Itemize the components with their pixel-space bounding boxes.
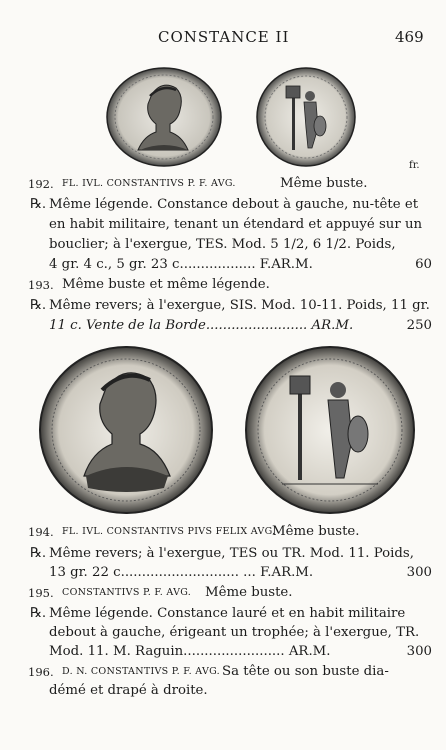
reverse-text: Même légende. Constance debout à gauche, nu-tête et [49, 197, 419, 212]
reverse-text: 4 gr. 4 c., 5 gr. 23 c.................. F.AR.M. [49, 257, 313, 272]
entry-192-reverse-line [0, 256, 446, 274]
reverse-symbol: ℞. [30, 298, 47, 313]
entry-inscription: CONSTANTIVS P. F. AVG. [62, 587, 192, 598]
page-number: 469 [395, 28, 424, 46]
entry-195-heading [0, 584, 446, 602]
reverse-symbol: ℞. [30, 606, 47, 621]
entry-price: 250 [406, 318, 432, 333]
currency-unit-label: fr. [409, 160, 420, 171]
entry-194-reverse-line [0, 545, 446, 563]
entry-description: Même buste. [205, 585, 293, 600]
coin-reverse-small [254, 66, 358, 168]
entry-195-reverse-line [0, 605, 446, 623]
reverse-text: Mod. 11. M. Raguin........................ AR.M. [49, 644, 331, 659]
entry-196-heading [0, 663, 446, 681]
entry-description: Même buste. [272, 524, 360, 539]
coin-obverse-large [36, 344, 216, 516]
entry-price: 300 [406, 644, 432, 659]
entry-195-reverse-line [0, 643, 446, 661]
entry-195-reverse-line [0, 624, 446, 642]
entry-194-heading [0, 523, 446, 541]
entry-number: 194. [28, 525, 54, 539]
reverse-text: Même légende. Constance lauré et en habit militaire [49, 606, 406, 621]
entry-price: 60 [415, 257, 432, 272]
entry-number: 193. [28, 278, 54, 292]
entry-number: 196. [28, 665, 54, 679]
page-title: CONSTANCE II [158, 28, 290, 46]
entry-number: 195. [28, 586, 54, 600]
reverse-text: 13 gr. 22 c............................ ... F.AR.M. [49, 565, 314, 580]
entry-193-reverse-line [0, 317, 446, 335]
entry-number: 192. [28, 177, 54, 191]
entry-description: Sa tête ou son buste dia- [222, 664, 389, 679]
reverse-text: bouclier; à l'exergue, TES. Mod. 5 1/2, 6 1/2. Poids, [49, 237, 396, 252]
entry-192-reverse-line [0, 236, 446, 254]
entry-196-continuation [0, 682, 446, 700]
reverse-text: Même revers; à l'exergue, SIS. Mod. 10-11. Poids, 11 gr. [49, 298, 430, 313]
entry-194-reverse-line [0, 564, 446, 582]
entry-inscription: FL. IVL. CONSTANTIVS PIVS FELIX AVG. [62, 526, 276, 537]
reverse-text: debout à gauche, érigeant un trophée; à l'exergue, TR. [49, 625, 420, 640]
entry-193-heading [0, 276, 446, 294]
reverse-text: 11 c. Vente de la Borde........................ AR.M. [49, 318, 354, 333]
entry-192-reverse-line [0, 216, 446, 234]
entry-inscription: D. N. CONSTANTIVS P. F. AVG. [62, 666, 220, 677]
entry-193-reverse-line [0, 297, 446, 315]
entry-description-continuation: démé et drapé à droite. [49, 683, 208, 698]
entry-inscription: FL. IVL. CONSTANTIVS P. F. AVG. [62, 178, 236, 189]
reverse-text: Même revers; à l'exergue, TES ou TR. Mod. 11. Poids, [49, 546, 414, 561]
coin-obverse-small [104, 66, 224, 168]
entry-192-heading [0, 175, 446, 193]
entry-description: Même buste. [280, 176, 368, 191]
coin-reverse-large [242, 344, 418, 516]
reverse-symbol: ℞. [30, 546, 47, 561]
reverse-text: en habit militaire, tenant un étendard et appuyé sur un [49, 217, 423, 232]
entry-price: 300 [406, 565, 432, 580]
entry-description: Même buste et même légende. [62, 277, 270, 292]
entry-192-reverse-line [0, 196, 446, 214]
reverse-symbol: ℞. [30, 197, 47, 212]
